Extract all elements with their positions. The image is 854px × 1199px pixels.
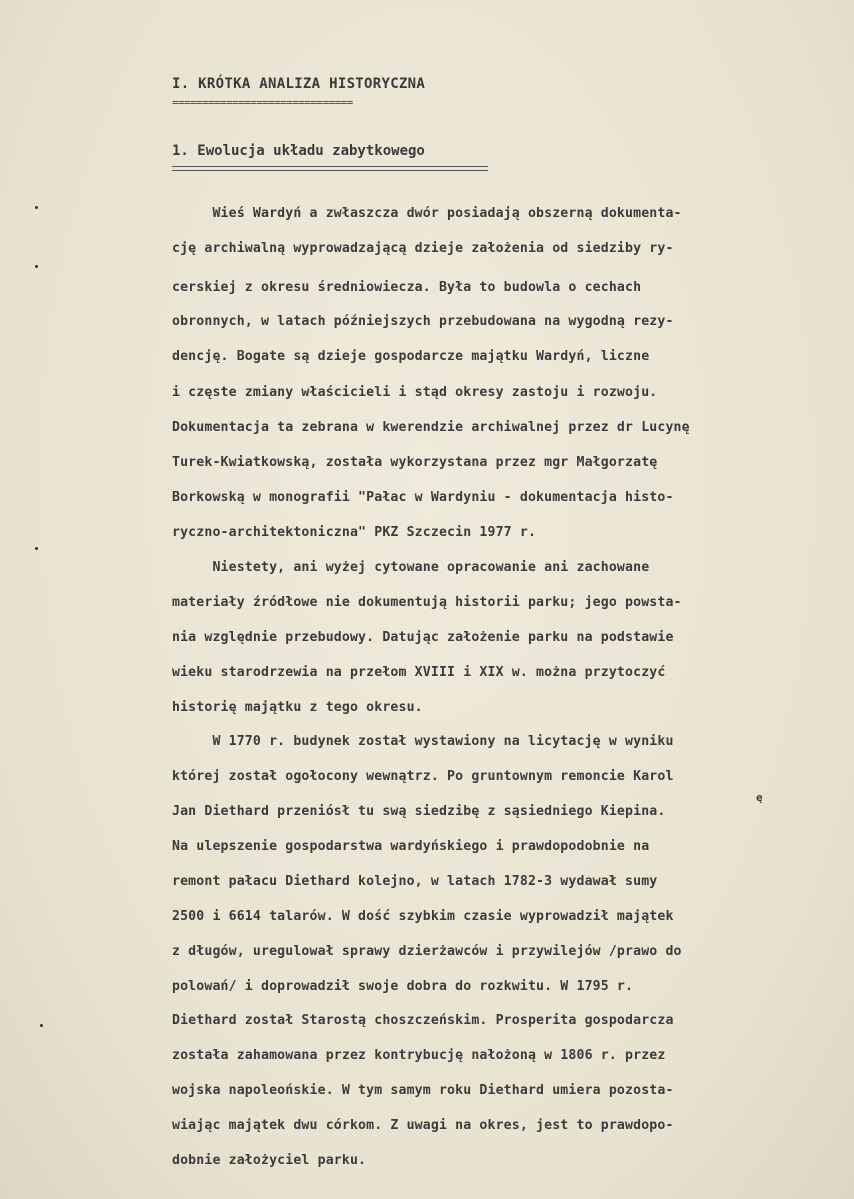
text-line: nia względnie przebudowy. Datując założenie parku na podstawie xyxy=(172,630,674,645)
text-line: Wieś Wardyń a zwłaszcza dwór posiadają obszerną dokumenta- xyxy=(172,206,682,221)
text-line: wojska napoleońskie. W tym samym roku Diethard umiera pozosta- xyxy=(172,1083,674,1098)
margin-mark xyxy=(35,265,38,268)
text-line: historię majątku z tego okresu. xyxy=(172,700,423,715)
text-line: Dokumentacja ta zebrana w kwerendzie archiwalnej przez dr Lucynę xyxy=(172,420,690,435)
margin-mark xyxy=(35,206,38,209)
subsection-heading: 1. Ewolucja układu zabytkowego xyxy=(172,143,425,159)
text-line: Diethard został Starostą choszczeńskim. Prosperita gospodarcza xyxy=(172,1013,674,1028)
heading-underline: ============================== xyxy=(172,96,353,109)
text-line: obronnych, w latach późniejszych przebudowana na wygodną rezy- xyxy=(172,314,674,329)
text-line: ryczno-architektoniczna" PKZ Szczecin 1977 r. xyxy=(172,525,537,540)
text-line: polowań/ i doprowadził swoje dobra do rozkwitu. W 1795 r. xyxy=(172,979,634,994)
text-line: Borkowską w monografii "Pałac w Wardyniu - dokumentacja histo- xyxy=(172,490,674,505)
text-line: i częste zmiany właścicieli i stąd okresy zastoju i rozwoju. xyxy=(172,385,658,400)
margin-mark xyxy=(35,547,38,550)
typed-correction: ę xyxy=(756,791,763,804)
text-line: cerskiej z okresu średniowiecza. Była to budowla o cechach xyxy=(172,280,642,295)
text-line: materiały źródłowe nie dokumentują historii parku; jego powsta- xyxy=(172,595,682,610)
text-line: została zahamowana przez kontrybucję nałożoną w 1806 r. przez xyxy=(172,1048,666,1063)
text-line: której został ogołocony wewnątrz. Po gruntownym remoncie Karol xyxy=(172,769,674,784)
text-line: cję archiwalną wyprowadzającą dzieje założenia od siedziby ry- xyxy=(172,241,674,256)
text-line: Turek-Kwiatkowską, została wykorzystana przez mgr Małgorzatę xyxy=(172,455,658,470)
margin-mark xyxy=(40,1024,43,1027)
text-line: z długów, uregulował sprawy dzierżawców i przywilejów /prawo do xyxy=(172,944,682,959)
text-line: dencję. Bogate są dzieje gospodarcze majątku Wardyń, liczne xyxy=(172,349,650,364)
text-line: W 1770 r. budynek został wystawiony na licytację w wyniku xyxy=(172,734,674,749)
text-line: Jan Diethard przeniósł tu swą siedzibę z sąsiedniego Kiepina. xyxy=(172,804,666,819)
subheading-underline xyxy=(172,166,488,171)
text-line: Na ulepszenie gospodarstwa wardyńskiego i prawdopodobnie na xyxy=(172,839,650,854)
text-line: remont pałacu Diethard kolejno, w latach 1782-3 wydawał sumy xyxy=(172,874,658,889)
section-heading: I. KRÓTKA ANALIZA HISTORYCZNA xyxy=(172,76,426,92)
text-line: wieku starodrzewia na przełom XVIII i XIX w. można przytoczyć xyxy=(172,665,666,680)
text-line: Niestety, ani wyżej cytowane opracowanie ani zachowane xyxy=(172,560,650,575)
text-line: 2500 i 6614 talarów. W dość szybkim czasie wyprowadził majątek xyxy=(172,909,674,924)
text-line: wiając majątek dwu córkom. Z uwagi na okres, jest to prawdopo- xyxy=(172,1118,674,1133)
text-line: dobnie założyciel parku. xyxy=(172,1153,367,1168)
